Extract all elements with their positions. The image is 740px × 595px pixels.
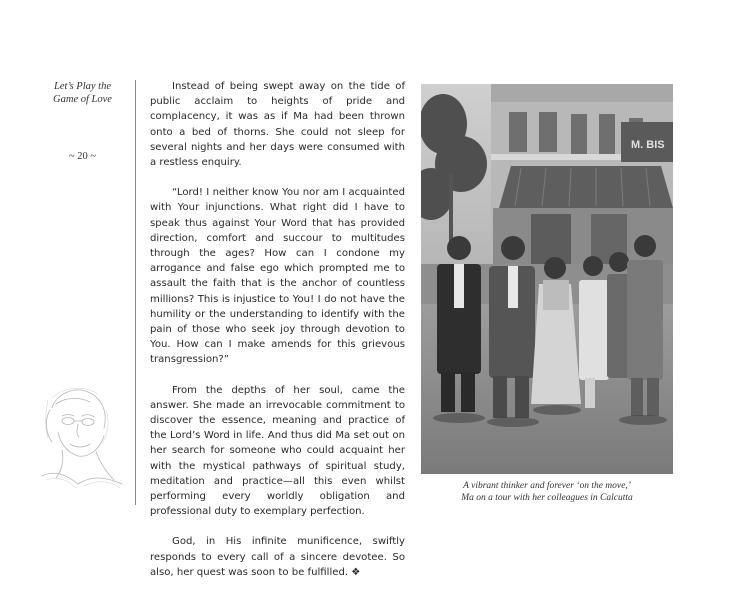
paragraph: “Lord! I neither know You nor am I acquainted with Your injunctions. What right did I have to speak thus against Your Word that has provided direction, comfort and succour to multitudes through the ages? How can I condone my arrogance and false ego which prompted me to assault the faith that is the anchor of countless millions? This is injustice to You! I do not have the humility or the understanding to identify with the pain of those who seek joy through devotion to You. How can I make amends for this grievous transgression?” <box>150 187 405 366</box>
caption-line-1: A vibrant thinker and forever ‘on the move,’ <box>463 481 631 491</box>
street-photo <box>421 84 673 474</box>
article-body <box>150 79 405 595</box>
page-number: ~ 20 ~ <box>68 151 97 162</box>
portrait-sketch <box>22 380 127 492</box>
photo-illustration <box>421 84 673 474</box>
paragraph: From the depths of her soul, came the answer. She made an irrevocable commitment to discover the essence, meaning and practice of the Lord’s Word in life. And thus did Ma set out on her search for someone who could acquaint her with the mystical pathways of spiritual study, meditation and practice—all this even whilst performing every worldly obligation and professional duty to exemplary perfection. <box>150 384 405 518</box>
paragraph: Instead of being swept away on the tide of public acclaim to heights of pride and complacency, it was as if Ma had been thrown onto a bed of thorns. She could not sleep for several nights and her days were consumed with a restless enquiry. <box>150 81 405 169</box>
paragraph: God, in His infinite munificence, swiftly responds to every call of a sincere devotee. So also, her quest was soon to be fulfilled. ❖ <box>150 536 405 578</box>
shop-sign-text: M. BIS <box>631 139 665 151</box>
photo-caption <box>421 481 673 504</box>
chapter-title-line-1: Let’s Play the <box>54 81 111 92</box>
column-divider <box>135 80 136 505</box>
caption-line-2: Ma on a tour with her colleagues in Calcutta <box>461 492 633 503</box>
chapter-title <box>40 80 125 106</box>
chapter-title-line-2: Game of Love <box>53 94 112 105</box>
